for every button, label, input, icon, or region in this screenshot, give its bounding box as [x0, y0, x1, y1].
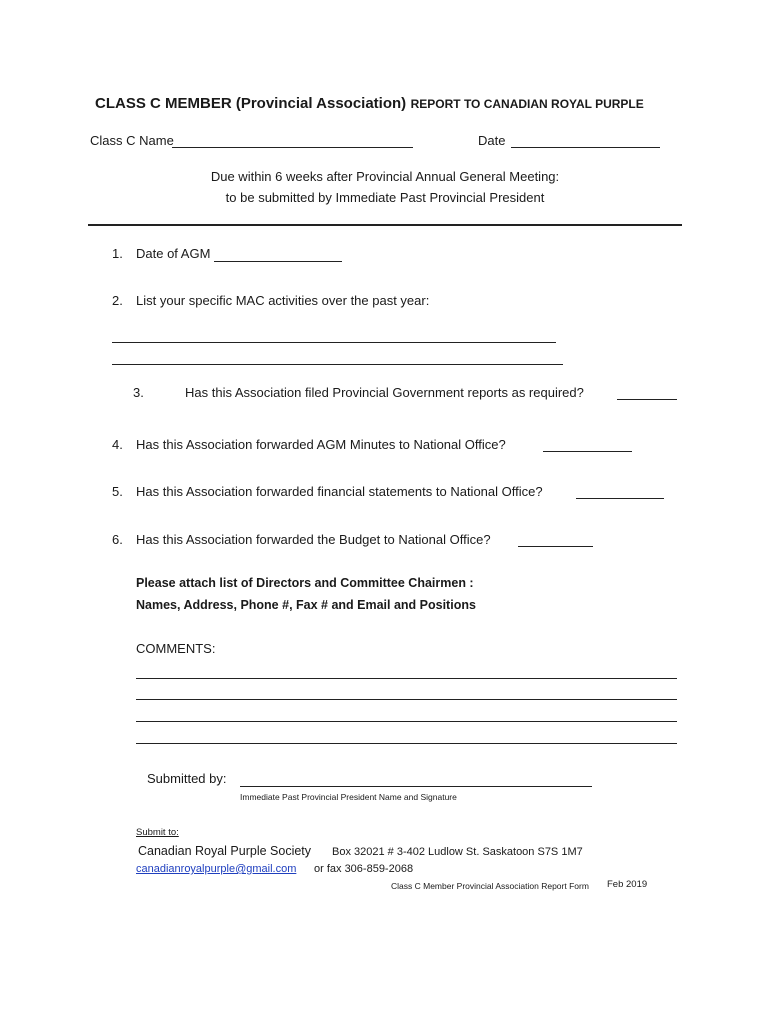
due-note-line2: to be submitted by Immediate Past Provincial President: [225, 190, 545, 205]
comments-line-2[interactable]: [136, 699, 677, 700]
question-6-text: Has this Association forwarded the Budget to National Office?: [136, 532, 491, 547]
question-3-text: Has this Association filed Provincial Government reports as required?: [185, 385, 584, 400]
attach-note-line2: Names, Address, Phone #, Fax # and Email and Positions: [136, 598, 476, 612]
question-1-text: Date of AGM: [136, 246, 211, 261]
question-2-text: List your specific MAC activities over the past year:: [136, 293, 430, 308]
question-1-number: 1.: [112, 246, 123, 261]
due-note-line1: Due within 6 weeks after Provincial Annual General Meeting:: [210, 169, 560, 184]
comments-line-4[interactable]: [136, 743, 677, 744]
question-3-number: 3.: [133, 385, 144, 400]
question-5-text: Has this Association forwarded financial statements to National Office?: [136, 484, 543, 499]
budget-answer-field[interactable]: [518, 546, 593, 547]
question-5-number: 5.: [112, 484, 123, 499]
class-c-name-field[interactable]: [172, 147, 413, 148]
form-date: Feb 2019: [607, 879, 648, 890]
date-field[interactable]: [511, 147, 660, 148]
form-title: [95, 95, 644, 113]
org-address: Box 32021 # 3-402 Ludlow St. Saskatoon S7S 1M7: [332, 846, 583, 858]
header-divider: [88, 224, 682, 226]
question-4-text: Has this Association forwarded AGM Minutes to National Office?: [136, 437, 506, 452]
comments-label: COMMENTS:: [136, 641, 216, 656]
form-title-rest: REPORT TO CANADIAN ROYAL PURPLE: [410, 97, 644, 111]
submitted-by-field[interactable]: [240, 786, 592, 787]
form-title-bold: CLASS C MEMBER (Provincial Association): [95, 95, 407, 112]
gov-reports-answer-field[interactable]: [617, 399, 677, 400]
org-name: Canadian Royal Purple Society: [138, 844, 312, 858]
question-2-number: 2.: [112, 293, 123, 308]
submitted-by-label: Submitted by:: [147, 771, 227, 786]
mac-activities-line-1[interactable]: [112, 342, 556, 343]
attach-note-line1: Please attach list of Directors and Committee Chairmen :: [136, 576, 474, 590]
financial-statements-answer-field[interactable]: [576, 498, 664, 499]
form-identifier: Class C Member Provincial Association Report Form: [391, 881, 589, 891]
question-4-number: 4.: [112, 437, 123, 452]
agm-date-field[interactable]: [214, 261, 342, 262]
mac-activities-line-2[interactable]: [112, 364, 563, 365]
submit-to-label: Submit to:: [136, 827, 179, 838]
question-6-number: 6.: [112, 532, 123, 547]
submitted-by-caption: Immediate Past Provincial President Name and Signature: [240, 792, 457, 802]
comments-line-1[interactable]: [136, 678, 677, 679]
fax-number: or fax 306-859-2068: [314, 863, 414, 875]
agm-minutes-answer-field[interactable]: [543, 451, 632, 452]
date-label: Date: [478, 133, 506, 148]
comments-line-3[interactable]: [136, 721, 677, 722]
email-link[interactable]: canadianroyalpurple@gmail.com: [136, 863, 297, 875]
class-c-name-label: Class C Name: [90, 133, 174, 148]
